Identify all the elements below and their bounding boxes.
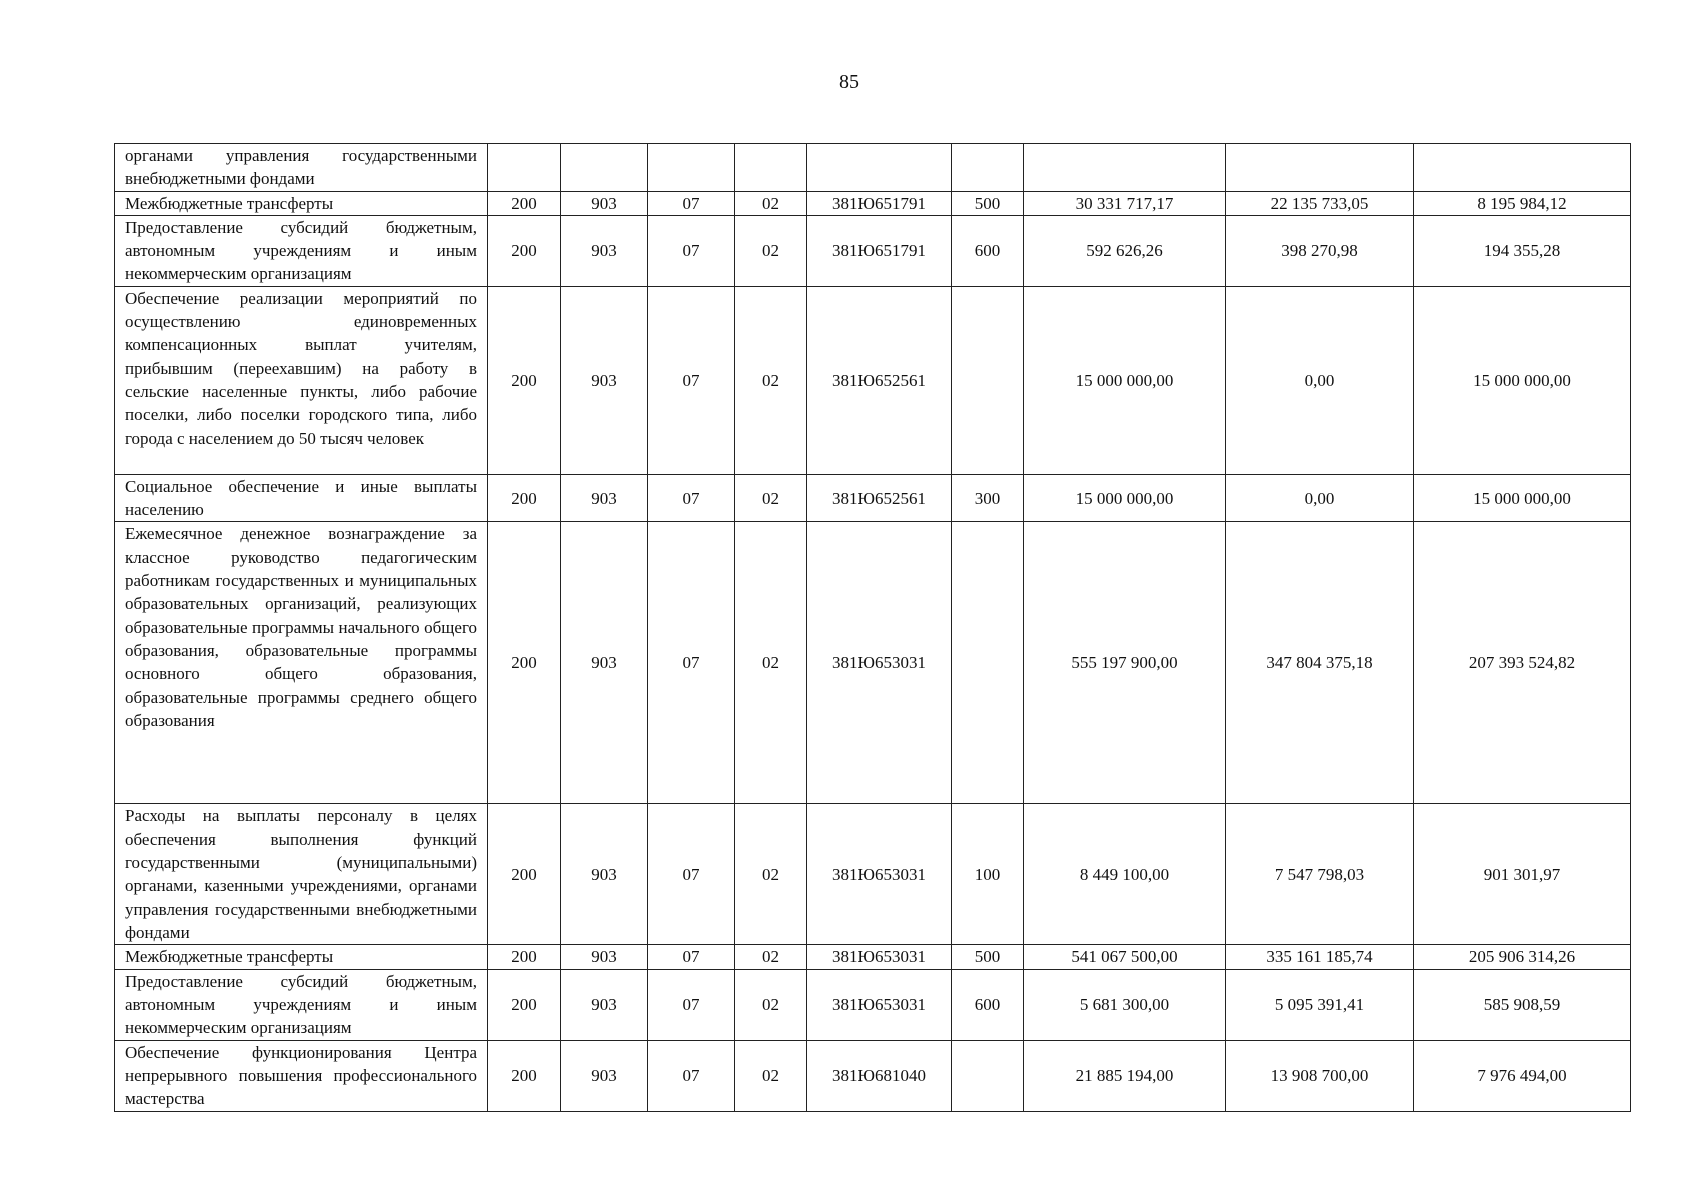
table-row [115,191,1631,215]
table-row [115,804,1631,945]
expense-type-code [952,144,1024,192]
target-article-code: 381Ю653031 [807,804,952,945]
expense-type-code: 600 [952,969,1024,1040]
expense-type-code: 500 [952,191,1024,215]
row-description: Социальное обеспечение и иные выплаты населению [115,474,488,522]
target-article-code: 381Ю651791 [807,191,952,215]
target-article-code: 381Ю653031 [807,969,952,1040]
adm-code: 200 [488,969,561,1040]
row-description: Обеспечение функционирования Центра непрерывного повышения профессионального мастерства [115,1040,488,1111]
table-row [115,215,1631,286]
budget-table [114,143,1631,1112]
adm-code: 200 [488,191,561,215]
section-code: 07 [648,286,735,474]
section-code: 07 [648,804,735,945]
table-row [115,1040,1631,1111]
department-code: 903 [561,474,648,522]
expense-type-code: 300 [952,474,1024,522]
expense-type-code: 500 [952,945,1024,969]
expense-type-code [952,286,1024,474]
section-code: 07 [648,1040,735,1111]
amount-column-b: 7 976 494,00 [1414,1040,1631,1111]
amount-column-b [1414,144,1631,192]
subsection-code: 02 [735,804,807,945]
target-article-code: 381Ю652561 [807,474,952,522]
row-description: Ежемесячное денежное вознаграждение за классное руководство педагогическим работникам государственных и муниципальных образовательных организаций, реализующих образовательные программы начального общего образования, образовательные программы основного общего образования, образовательные программы среднего общего образования [115,522,488,804]
amount-column-a: 398 270,98 [1226,215,1414,286]
department-code: 903 [561,969,648,1040]
section-code: 07 [648,969,735,1040]
row-description: Предоставление субсидий бюджетным, автономным учреждениям и иным некоммерческим организациям [115,215,488,286]
amount-column-a: 0,00 [1226,474,1414,522]
department-code: 903 [561,215,648,286]
target-article-code: 381Ю651791 [807,215,952,286]
target-article-code: 381Ю653031 [807,945,952,969]
department-code: 903 [561,804,648,945]
department-code: 903 [561,286,648,474]
amount-total: 5 681 300,00 [1024,969,1226,1040]
row-description: Предоставление субсидий бюджетным, автономным учреждениям и иным некоммерческим организациям [115,969,488,1040]
amount-column-b: 585 908,59 [1414,969,1631,1040]
row-description: органами управления государственными внебюджетными фондами [115,144,488,192]
department-code: 903 [561,945,648,969]
amount-column-a: 22 135 733,05 [1226,191,1414,215]
table-row [115,144,1631,192]
subsection-code [735,144,807,192]
row-description: Обеспечение реализации мероприятий по осуществлению единовременных компенсационных выплат учителям, прибывшим (переехавшим) на работу в сельские населенные пункты, либо рабочие поселки, либо поселки городского типа, либо города с населением до 50 тысяч человек [115,286,488,474]
amount-column-b: 901 301,97 [1414,804,1631,945]
amount-column-b: 205 906 314,26 [1414,945,1631,969]
department-code: 903 [561,1040,648,1111]
section-code: 07 [648,191,735,215]
amount-total: 555 197 900,00 [1024,522,1226,804]
expense-type-code [952,1040,1024,1111]
amount-column-b: 15 000 000,00 [1414,286,1631,474]
subsection-code: 02 [735,215,807,286]
amount-total: 15 000 000,00 [1024,474,1226,522]
subsection-code: 02 [735,969,807,1040]
target-article-code: 381Ю681040 [807,1040,952,1111]
page-number: 85 [839,71,859,93]
amount-column-a: 347 804 375,18 [1226,522,1414,804]
subsection-code: 02 [735,522,807,804]
section-code: 07 [648,474,735,522]
adm-code: 200 [488,945,561,969]
table-row [115,969,1631,1040]
amount-total: 21 885 194,00 [1024,1040,1226,1111]
amount-total: 30 331 717,17 [1024,191,1226,215]
adm-code: 200 [488,215,561,286]
subsection-code: 02 [735,1040,807,1111]
subsection-code: 02 [735,945,807,969]
adm-code: 200 [488,522,561,804]
table-body [115,144,1631,1112]
adm-code [488,144,561,192]
amount-column-b: 207 393 524,82 [1414,522,1631,804]
amount-column-a: 7 547 798,03 [1226,804,1414,945]
amount-column-b: 15 000 000,00 [1414,474,1631,522]
adm-code: 200 [488,1040,561,1111]
amount-column-a [1226,144,1414,192]
section-code: 07 [648,945,735,969]
target-article-code: 381Ю652561 [807,286,952,474]
expense-type-code: 100 [952,804,1024,945]
table-row [115,522,1631,804]
subsection-code: 02 [735,286,807,474]
adm-code: 200 [488,474,561,522]
table-row [115,474,1631,522]
amount-total [1024,144,1226,192]
target-article-code: 381Ю653031 [807,522,952,804]
adm-code: 200 [488,286,561,474]
amount-total: 15 000 000,00 [1024,286,1226,474]
amount-column-a: 13 908 700,00 [1226,1040,1414,1111]
section-code: 07 [648,215,735,286]
amount-column-a: 0,00 [1226,286,1414,474]
table-row [115,286,1631,474]
table-row [115,945,1631,969]
row-description: Расходы на выплаты персоналу в целях обеспечения выполнения функций государственными (муниципальными) органами, казенными учреждениями, органами управления государственными внебюджетными фондами [115,804,488,945]
row-description: Межбюджетные трансферты [115,945,488,969]
target-article-code [807,144,952,192]
amount-total: 541 067 500,00 [1024,945,1226,969]
amount-total: 592 626,26 [1024,215,1226,286]
department-code: 903 [561,522,648,804]
section-code: 07 [648,522,735,804]
section-code [648,144,735,192]
amount-column-a: 335 161 185,74 [1226,945,1414,969]
subsection-code: 02 [735,474,807,522]
amount-column-a: 5 095 391,41 [1226,969,1414,1040]
amount-total: 8 449 100,00 [1024,804,1226,945]
expense-type-code: 600 [952,215,1024,286]
expense-type-code [952,522,1024,804]
amount-column-b: 194 355,28 [1414,215,1631,286]
row-description: Межбюджетные трансферты [115,191,488,215]
amount-column-b: 8 195 984,12 [1414,191,1631,215]
adm-code: 200 [488,804,561,945]
department-code: 903 [561,191,648,215]
subsection-code: 02 [735,191,807,215]
department-code [561,144,648,192]
